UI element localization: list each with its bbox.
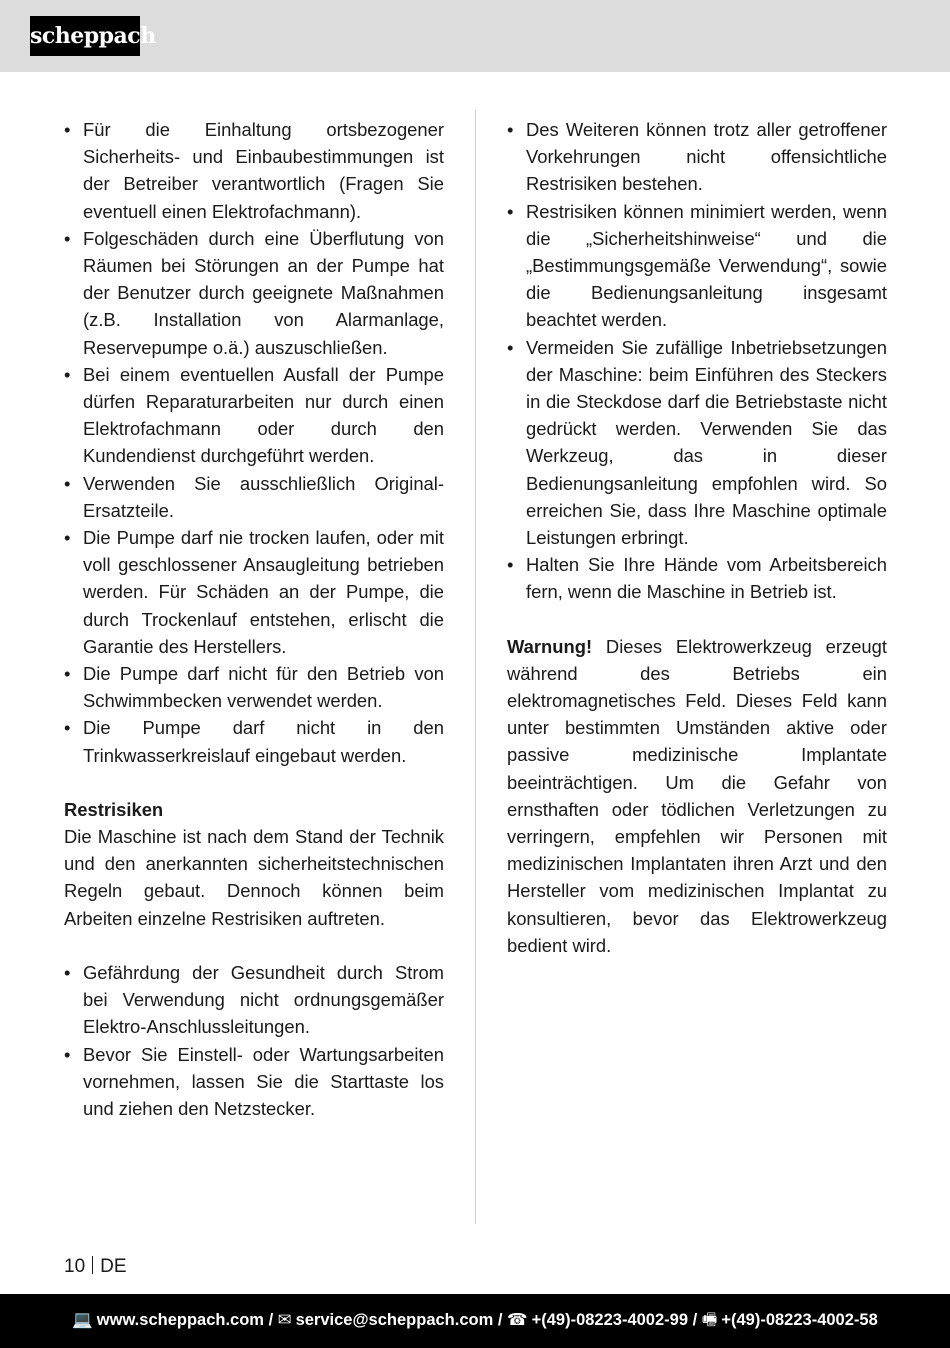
language-code: DE [100,1256,127,1277]
column-divider [475,110,476,1224]
warning-label: Warnung! [507,635,593,657]
list-item: • Für die Einhaltung ortsbezogener Sicherheits- und Einbaubestimmungen ist der Betreiber verantwortlich (Fragen Sie eventuell einen Elektrofachmann). [64,119,444,222]
restrisiken-bullet-list [64,959,444,1122]
warning-text: Dieses Elektrowerkzeug erzeugt während des Betriebs ein elektromagnetisches Feld. Dieses Feld kann unter bestimmten Umständen aktive oder passive medizinische Implantate beeinträchtigen. Um die Gefahr von ernsthaften oder tödlichen Verletzungen zu verringern, empfehlen wir Personen mit medizinischen Implantaten ihren Arzt und den Hersteller vom medizinischen Implantat zu konsultieren, bevor das Elektrowerkzeug bedient wird. [507,635,887,956]
list-item: • Folgeschäden durch eine Überflutung von Räumen bei Störungen an der Pumpe hat der Benutzer durch geeignete Maßnahmen (z.B. Installation von Alarmanlage, Reservepumpe o.ä.) auszuschließen. [64,227,444,358]
list-item: • Die Pumpe darf nicht in den Trinkwasserkreislauf eingebaut werden. [64,717,444,766]
email-link[interactable]: service@scheppach.com [295,1311,494,1329]
phone-number: +(49)-08223-4002-99 [531,1311,688,1329]
contact-footer: 💻 www.scheppach.com / ✉ service@scheppach.com / ☎ +(49)-08223-4002-99 / 🖷 +(49)-08223-4002-58 [0,1294,950,1348]
page-number: 10 DE [64,1256,127,1277]
spacer [64,932,444,959]
list-item: • Bevor Sie Einstell- oder Wartungsarbeiten vornehmen, lassen Sie die Starttaste los und ziehen den Netzstecker. [64,1043,444,1119]
risk-bullet-list [507,116,887,606]
spacer [507,606,887,633]
computer-icon: 💻 [72,1311,93,1329]
left-column [64,116,444,1122]
phone-icon: ☎ [507,1311,528,1329]
fax-icon: 🖷 [701,1311,718,1329]
restrisiken-paragraph: Die Maschine ist nach dem Stand der Technik und den anerkannten sicherheitstechnischen Regeln gebaut. Dennoch können beim Arbeiten einzelne Restrisiken auftreten. [64,826,444,929]
scheppach-logo: scheppach [30,16,140,56]
warning-paragraph [507,633,887,959]
list-item: • Halten Sie Ihre Hände vom Arbeitsbereich fern, wenn die Maschine in Betrieb ist. [507,554,887,603]
fax-number: +(49)-08223-4002-58 [721,1311,878,1329]
safety-bullet-list [64,116,444,769]
right-column [507,116,887,959]
list-item: • Bei einem eventuellen Ausfall der Pumpe dürfen Reparaturarbeiten nur durch einen Elektrofachmann oder durch den Kundendienst durchgeführt werden. [64,363,444,467]
header-band [0,0,950,72]
list-item: • Restrisiken können minimiert werden, wenn die „Sicherheitshinweise“ und die „Bestimmungsgemäße Verwendung“, sowie die Bedienungsanleitung insgesamt beachtet werden. [507,200,887,331]
list-item: • Des Weiteren können trotz aller getroffener Vorkehrungen nicht offensichtliche Restrisiken bestehen. [507,119,887,195]
section-heading-restrisiken: Restrisiken [64,798,164,820]
list-item: • Vermeiden Sie zufällige Inbetriebsetzungen der Maschine: beim Einführen des Steckers in die Steckdose darf die Betriebstaste nicht gedrückt werden. Verwenden Sie das Werkzeug, das in dieser Bedienungsanleitung empfohlen wird. So erreichen Sie, dass Ihre Maschine optimale Leistungen erbringt. [507,336,887,549]
list-item: • Die Pumpe darf nie trocken laufen, oder mit voll geschlossener Ansaugleitung betrieben werden. Für Schäden an der Pumpe, die durch Trockenlauf entstehen, erlischt die Garantie des Herstellers. [64,527,444,657]
envelope-icon: ✉ [277,1311,292,1329]
website-link[interactable]: www.scheppach.com [96,1311,264,1329]
list-item: • Die Pumpe darf nicht für den Betrieb von Schwimmbecken verwendet werden. [64,663,444,712]
page-separator [92,1256,93,1274]
list-item: • Gefährdung der Gesundheit durch Strom bei Verwendung nicht ordnungsgemäßer Elektro-Anschlussleitungen. [64,961,444,1038]
list-item: • Verwenden Sie ausschließlich Original-Ersatzteile. [64,472,444,521]
